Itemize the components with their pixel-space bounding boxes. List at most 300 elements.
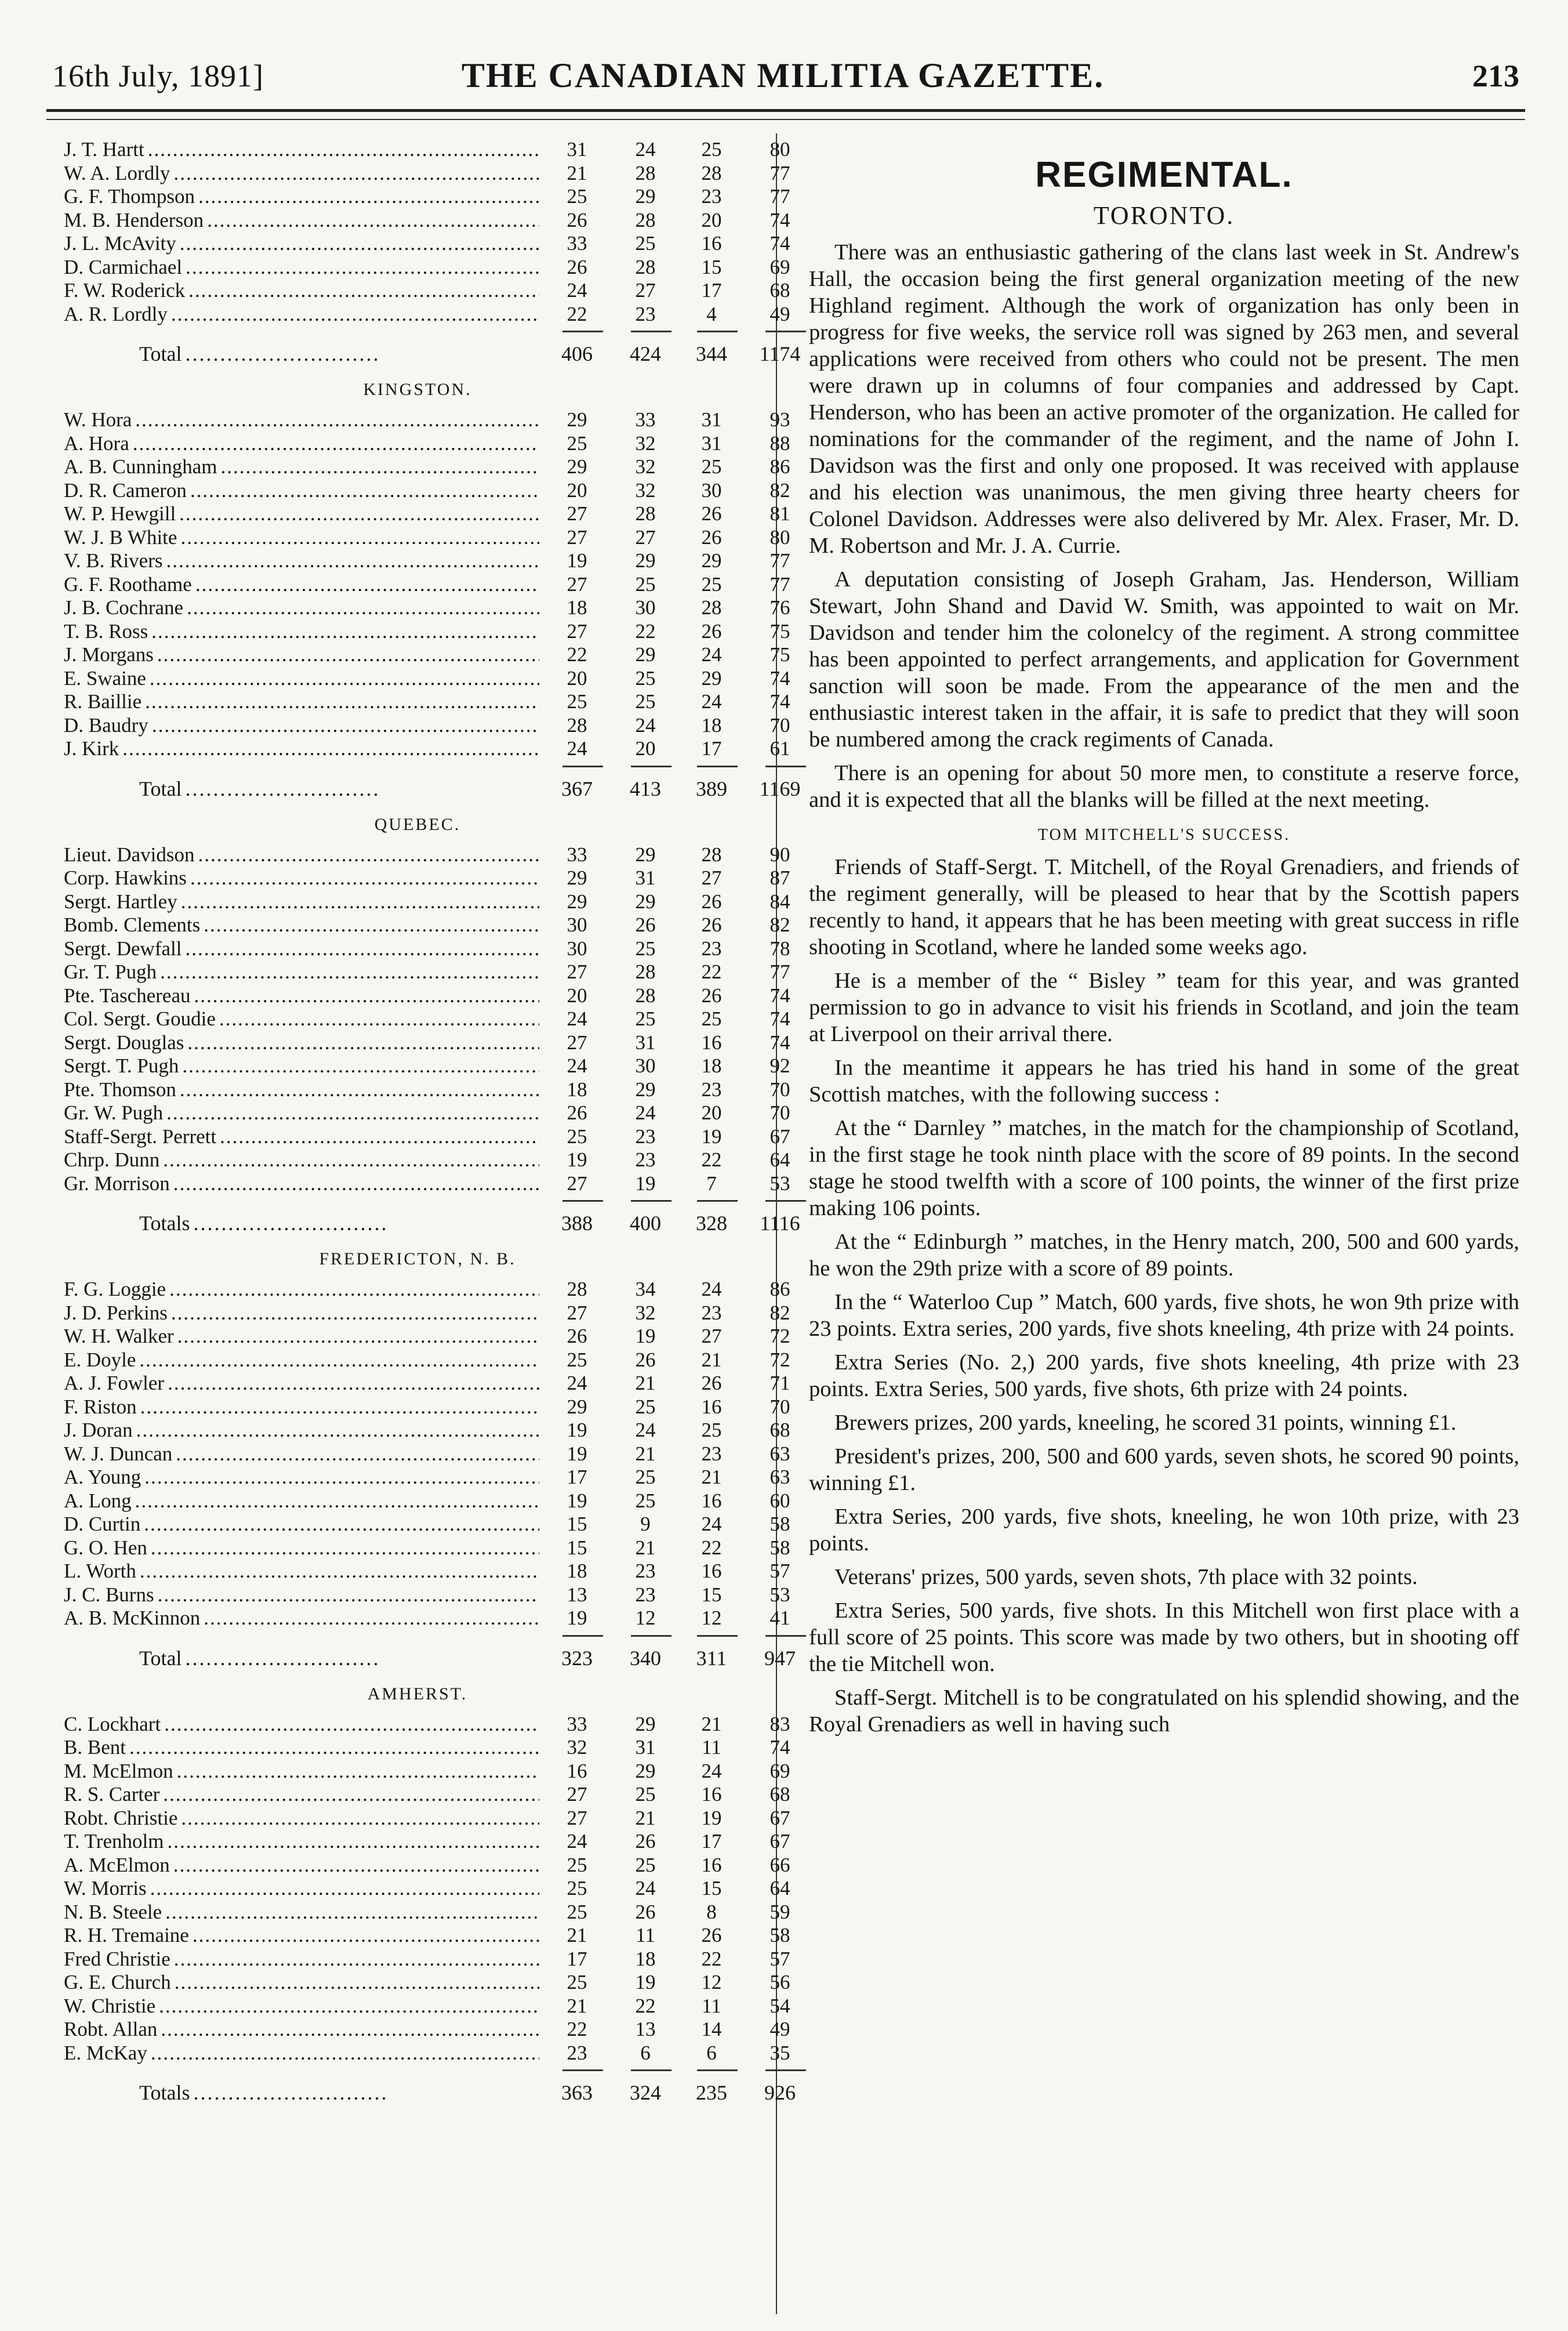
competitor-name: E. Swaine ..... bbox=[64, 667, 539, 690]
competitor-name: A. Young ..... bbox=[64, 1466, 539, 1489]
competitor-name: G. O. Hen ..... bbox=[64, 1536, 539, 1560]
score-row bbox=[64, 1172, 790, 1196]
range-score: 21 bbox=[701, 1348, 722, 1371]
range-score: 25 bbox=[635, 1395, 656, 1418]
issue-date: 16th July, 1891] bbox=[52, 59, 264, 93]
total-score: 63 bbox=[770, 1466, 790, 1488]
score-row bbox=[64, 1513, 790, 1536]
section-total: 400 bbox=[630, 1212, 661, 1235]
range-score: 27 bbox=[567, 1031, 587, 1054]
total-score: 82 bbox=[770, 913, 790, 936]
total-score: 74 bbox=[770, 1736, 790, 1759]
total-label: Totals ..... bbox=[139, 2075, 388, 2110]
range-score: 24 bbox=[567, 1830, 587, 1853]
total-row bbox=[64, 1206, 800, 1241]
range-score: 32 bbox=[635, 478, 656, 502]
total-score: 67 bbox=[770, 1830, 790, 1853]
total-score: 63 bbox=[770, 1442, 790, 1465]
score-tables bbox=[64, 138, 801, 2110]
total-score: 49 bbox=[770, 2018, 790, 2040]
total-score: 69 bbox=[770, 1759, 790, 1782]
range-score: 25 bbox=[701, 455, 722, 478]
section-total: 1174 bbox=[759, 342, 801, 365]
range-score: 23 bbox=[567, 2041, 587, 2064]
range-score: 26 bbox=[701, 525, 722, 549]
score-row bbox=[64, 408, 790, 432]
range-score: 33 bbox=[635, 408, 656, 431]
range-score: 25 bbox=[567, 1853, 587, 1876]
range-score: 29 bbox=[635, 1712, 656, 1735]
total-score: 68 bbox=[770, 279, 790, 302]
score-row bbox=[64, 867, 790, 890]
score-row bbox=[64, 1759, 790, 1783]
range-score: 19 bbox=[635, 1325, 656, 1347]
range-score: 33 bbox=[567, 1712, 587, 1735]
range-score: 26 bbox=[701, 502, 722, 525]
total-score: 61 bbox=[770, 737, 790, 760]
total-label: Total ..... bbox=[139, 771, 380, 806]
range-score: 28 bbox=[635, 502, 656, 525]
range-score: 24 bbox=[701, 1759, 722, 1782]
competitor-name: M. B. Henderson ..... bbox=[64, 209, 539, 232]
competitor-name: D. Carmichael ..... bbox=[64, 256, 539, 279]
article-paragraph: President's prizes, 200, 500 and 600 yards, seven shots, he scored 90 points, winning £1. bbox=[809, 1444, 1519, 1495]
score-row bbox=[64, 1078, 790, 1102]
score-row bbox=[64, 255, 790, 280]
total-score: 70 bbox=[770, 1395, 790, 1418]
range-score: 25 bbox=[567, 185, 587, 208]
total-label: Total ..... bbox=[139, 1641, 380, 1676]
section-total: 1169 bbox=[759, 777, 801, 800]
competitor-name: Gr. Morrison ..... bbox=[64, 1172, 539, 1195]
score-row bbox=[64, 1736, 790, 1760]
section-heading: QUEBEC. bbox=[374, 814, 461, 834]
range-score: 32 bbox=[635, 455, 656, 478]
article-title: REGIMENTAL. bbox=[1035, 155, 1293, 195]
range-score: 28 bbox=[701, 596, 722, 619]
range-score: 29 bbox=[635, 1759, 656, 1782]
range-score: 27 bbox=[567, 1783, 587, 1806]
range-score: 25 bbox=[635, 1007, 656, 1030]
total-score: 70 bbox=[770, 1101, 790, 1124]
competitor-name: Gr. T. Pugh ..... bbox=[64, 960, 539, 984]
range-score: 6 bbox=[640, 2041, 651, 2064]
range-score: 30 bbox=[567, 937, 587, 960]
competitor-name: G. E. Church ..... bbox=[64, 1971, 539, 1994]
competitor-name: B. Bent ..... bbox=[64, 1736, 539, 1759]
competitor-name: A. Hora ..... bbox=[64, 432, 539, 455]
range-score: 31 bbox=[635, 1031, 656, 1054]
competitor-name: V. B. Rivers ..... bbox=[64, 549, 539, 572]
total-score: 35 bbox=[770, 2041, 790, 2064]
article-paragraph: Extra Series, 500 yards, five shots. In this Mitchell won first place with a full score of 25 points. This score was made by two others, but in shooting off the tie Mitchell won. bbox=[809, 1598, 1519, 1676]
page-number: 213 bbox=[1472, 59, 1519, 93]
range-score: 22 bbox=[567, 643, 587, 666]
competitor-name: W. H. Walker ..... bbox=[64, 1325, 539, 1348]
range-score: 15 bbox=[567, 1513, 587, 1535]
range-score: 27 bbox=[567, 1806, 587, 1829]
range-score: 23 bbox=[635, 1560, 656, 1582]
competitor-name: W. Morris ..... bbox=[64, 1877, 539, 1900]
competitor-name: L. Worth ..... bbox=[64, 1560, 539, 1583]
competitor-name: J. B. Cochrane ..... bbox=[64, 596, 539, 619]
score-row bbox=[64, 572, 790, 597]
competitor-name: Gr. W. Pugh ..... bbox=[64, 1101, 539, 1125]
range-score: 9 bbox=[640, 1513, 651, 1535]
score-row bbox=[64, 984, 790, 1008]
range-score: 27 bbox=[567, 1172, 587, 1195]
competitor-name: D. R. Cameron ..... bbox=[64, 479, 539, 502]
total-score: 77 bbox=[770, 960, 790, 983]
range-score: 16 bbox=[567, 1759, 587, 1782]
competitor-name: T. Trenholm ..... bbox=[64, 1830, 539, 1853]
range-score: 6 bbox=[706, 2041, 717, 2064]
range-score: 29 bbox=[701, 549, 722, 572]
sum-rule bbox=[64, 761, 771, 771]
range-score: 28 bbox=[635, 960, 656, 983]
section-heading: FREDERICTON, N. B. bbox=[319, 1249, 516, 1268]
range-score: 19 bbox=[701, 1125, 722, 1148]
total-score: 74 bbox=[770, 1007, 790, 1030]
article-paragraph: In the “ Waterloo Cup ” Match, 600 yards, five shots, he won 9th prize with 23 points. Extra series, 200 yards, five shots kneeling, 4th prize with 24 points. bbox=[809, 1290, 1519, 1341]
competitor-name: J. T. Hartt ..... bbox=[64, 138, 539, 161]
range-score: 12 bbox=[701, 1607, 722, 1629]
total-score: 77 bbox=[770, 572, 790, 596]
article-subtitle: TORONTO. bbox=[1093, 201, 1235, 230]
range-score: 21 bbox=[701, 1712, 722, 1735]
range-score: 25 bbox=[635, 1783, 656, 1806]
range-score: 32 bbox=[567, 1736, 587, 1759]
score-row bbox=[64, 1301, 790, 1325]
section-total: 363 bbox=[561, 2081, 593, 2104]
range-score: 24 bbox=[635, 138, 656, 161]
section-total: 340 bbox=[630, 1646, 661, 1670]
range-score: 25 bbox=[567, 1125, 587, 1148]
range-score: 29 bbox=[567, 1395, 587, 1418]
total-row bbox=[64, 771, 801, 806]
range-score: 25 bbox=[701, 1419, 722, 1441]
score-row bbox=[64, 1853, 790, 1877]
range-score: 27 bbox=[567, 960, 587, 983]
total-score: 82 bbox=[770, 478, 790, 502]
competitor-name: D. Curtin ..... bbox=[64, 1513, 539, 1536]
competitor-name: T. B. Ross ..... bbox=[64, 620, 539, 643]
score-row bbox=[64, 1830, 790, 1854]
total-score: 75 bbox=[770, 643, 790, 666]
competitor-name: W. A. Lordly ..... bbox=[64, 162, 539, 185]
section-total: 367 bbox=[561, 777, 593, 800]
range-score: 27 bbox=[701, 867, 722, 889]
competitor-name: F. W. Roderick ..... bbox=[64, 279, 539, 302]
competitor-name: W. J. Duncan ..... bbox=[64, 1442, 539, 1466]
sum-rule bbox=[64, 326, 771, 336]
range-score: 30 bbox=[701, 478, 722, 502]
range-score: 29 bbox=[635, 1078, 656, 1101]
section-total: 413 bbox=[630, 777, 661, 800]
total-score: 80 bbox=[770, 138, 790, 161]
score-row bbox=[64, 1054, 790, 1078]
score-row bbox=[64, 619, 790, 644]
score-row bbox=[64, 549, 790, 573]
score-row bbox=[64, 1924, 790, 1948]
competitor-name: Sergt. T. Pugh ..... bbox=[64, 1054, 539, 1078]
range-score: 22 bbox=[567, 2018, 587, 2040]
score-row bbox=[64, 1583, 790, 1607]
score-row bbox=[64, 1348, 790, 1372]
total-score: 81 bbox=[770, 502, 790, 525]
score-row bbox=[64, 1536, 790, 1560]
score-row bbox=[64, 737, 790, 761]
sum-rule bbox=[64, 2065, 771, 2075]
total-score: 64 bbox=[770, 1148, 790, 1171]
score-row bbox=[64, 1712, 790, 1737]
range-score: 33 bbox=[567, 232, 587, 255]
range-score: 21 bbox=[635, 1536, 656, 1559]
total-score: 54 bbox=[770, 1994, 790, 2017]
range-score: 24 bbox=[635, 1419, 656, 1441]
range-score: 23 bbox=[701, 1442, 722, 1465]
range-score: 25 bbox=[701, 138, 722, 161]
competitor-name: Corp. Hawkins ..... bbox=[64, 867, 539, 890]
range-score: 19 bbox=[567, 1419, 587, 1441]
total-score: 74 bbox=[770, 232, 790, 255]
range-score: 16 bbox=[701, 1560, 722, 1582]
range-score: 20 bbox=[567, 666, 587, 690]
range-score: 4 bbox=[706, 302, 717, 325]
score-row bbox=[64, 302, 790, 327]
range-score: 15 bbox=[701, 255, 722, 278]
competitor-name: Sergt. Douglas ..... bbox=[64, 1031, 539, 1054]
range-score: 25 bbox=[567, 432, 587, 455]
range-score: 18 bbox=[567, 1560, 587, 1582]
competitor-name: A. B. McKinnon ..... bbox=[64, 1607, 539, 1630]
range-score: 11 bbox=[636, 1924, 655, 1946]
article-paragraph: At the “ Edinburgh ” matches, in the Henry match, 200, 500 and 600 yards, he won the 29th prize with a score of 89 points. bbox=[809, 1230, 1519, 1281]
score-row bbox=[64, 525, 790, 550]
range-score: 29 bbox=[635, 890, 656, 913]
score-row bbox=[64, 138, 790, 162]
range-score: 16 bbox=[701, 1031, 722, 1054]
range-score: 25 bbox=[635, 1853, 656, 1876]
total-row bbox=[64, 1641, 796, 1676]
range-score: 30 bbox=[567, 913, 587, 936]
section-total: 926 bbox=[764, 2081, 796, 2104]
article-paragraph: Brewers prizes, 200 yards, kneeling, he scored 31 points, winning £1. bbox=[834, 1411, 1457, 1435]
range-score: 23 bbox=[701, 185, 722, 208]
competitor-name: W. Christie ..... bbox=[64, 1995, 539, 2018]
section-total: 235 bbox=[696, 2081, 727, 2104]
range-score: 24 bbox=[567, 1007, 587, 1030]
range-score: 28 bbox=[701, 843, 722, 866]
range-score: 25 bbox=[701, 572, 722, 596]
range-score: 28 bbox=[635, 255, 656, 278]
range-score: 25 bbox=[635, 1489, 656, 1512]
competitor-name: J. C. Burns ..... bbox=[64, 1583, 539, 1607]
range-score: 27 bbox=[635, 525, 656, 549]
score-row bbox=[64, 1101, 790, 1125]
range-score: 26 bbox=[635, 1900, 656, 1923]
range-score: 22 bbox=[567, 302, 587, 325]
competitor-name: E. Doyle ..... bbox=[64, 1348, 539, 1372]
score-row bbox=[64, 596, 790, 620]
score-row bbox=[64, 1947, 790, 1971]
score-row bbox=[64, 1489, 790, 1513]
header-rule-thin bbox=[46, 119, 1525, 120]
range-score: 31 bbox=[567, 138, 587, 161]
range-score: 19 bbox=[567, 1489, 587, 1512]
article-paragraph: There is an opening for about 50 more men, to constitute a reserve force, and it is expected that all the blanks will be filled at the next meeting. bbox=[809, 761, 1519, 812]
total-score: 82 bbox=[770, 1301, 790, 1324]
range-score: 16 bbox=[701, 1853, 722, 1876]
score-row bbox=[64, 1372, 790, 1395]
range-score: 19 bbox=[635, 1172, 656, 1195]
total-score: 74 bbox=[770, 1031, 790, 1054]
range-score: 27 bbox=[701, 1325, 722, 1347]
range-score: 18 bbox=[635, 1947, 656, 1970]
range-score: 24 bbox=[701, 690, 722, 713]
section-heading: AMHERST. bbox=[367, 1684, 468, 1703]
total-score: 58 bbox=[770, 1536, 790, 1559]
range-score: 23 bbox=[635, 1148, 656, 1171]
section-heading: KINGSTON. bbox=[363, 380, 472, 399]
range-score: 25 bbox=[701, 1007, 722, 1030]
competitor-name: A. J. Fowler ..... bbox=[64, 1372, 539, 1395]
total-score: 74 bbox=[770, 666, 790, 690]
section-total: 947 bbox=[764, 1646, 796, 1670]
score-row bbox=[64, 690, 790, 714]
section-total: 344 bbox=[696, 342, 727, 365]
sum-rule bbox=[64, 1195, 771, 1206]
range-score: 19 bbox=[567, 1442, 587, 1465]
score-row bbox=[64, 1806, 790, 1830]
score-row bbox=[64, 1560, 790, 1583]
range-score: 25 bbox=[567, 690, 587, 713]
total-score: 80 bbox=[770, 525, 790, 549]
range-score: 26 bbox=[701, 1372, 722, 1394]
range-score: 25 bbox=[635, 1466, 656, 1488]
section-total: 388 bbox=[561, 1212, 593, 1235]
competitor-name: A. B. Cunningham ..... bbox=[64, 455, 539, 478]
range-score: 19 bbox=[701, 1806, 722, 1829]
total-score: 68 bbox=[770, 1783, 790, 1806]
range-score: 21 bbox=[635, 1806, 656, 1829]
score-row bbox=[64, 1125, 790, 1149]
total-row bbox=[64, 336, 801, 371]
range-score: 14 bbox=[701, 2018, 722, 2040]
range-score: 28 bbox=[635, 161, 656, 184]
section-total: 324 bbox=[630, 2081, 661, 2104]
section-total: 1116 bbox=[760, 1212, 800, 1235]
range-score: 18 bbox=[701, 713, 722, 737]
range-score: 16 bbox=[701, 232, 722, 255]
competitor-name: M. McElmon ..... bbox=[64, 1760, 539, 1783]
competitor-name: E. McKay ..... bbox=[64, 2042, 539, 2065]
total-score: 70 bbox=[770, 1078, 790, 1101]
score-row bbox=[64, 1278, 790, 1302]
article-paragraph: A deputation consisting of Joseph Graham, Jas. Henderson, William Stewart, John Shand and David W. Smith, was appointed to wait on Mr. Davidson and tender him the colonelcy of the regiment. A strong committee has been appointed to perfect arrangements, and application for Government sanction will soon be made. From the appearance of the men and the enthusiastic interest taken in the affair, it is safe to predict that they will soon be numbered among the crack regiments of Canada. bbox=[809, 567, 1519, 752]
competitor-name: C. Lockhart ..... bbox=[64, 1713, 539, 1736]
range-score: 20 bbox=[701, 208, 722, 231]
competitor-name: R. S. Carter ..... bbox=[64, 1783, 539, 1806]
total-score: 69 bbox=[770, 255, 790, 278]
range-score: 27 bbox=[567, 572, 587, 596]
article-paragraph: At the “ Darnley ” matches, in the match for the championship of Scotland, in the first stage he took ninth place with the score of 89 points. In the second stage he stood twelfth with a score of 100 points, the winner of the first prize making 106 points. bbox=[809, 1116, 1519, 1220]
competitor-name: G. F. Roothame ..... bbox=[64, 573, 539, 596]
range-score: 11 bbox=[702, 1994, 721, 2017]
score-row bbox=[64, 1031, 790, 1055]
range-score: 24 bbox=[635, 713, 656, 737]
range-score: 29 bbox=[635, 643, 656, 666]
competitor-name: G. F. Thompson ..... bbox=[64, 185, 539, 208]
range-score: 31 bbox=[635, 1736, 656, 1759]
range-score: 25 bbox=[635, 572, 656, 596]
range-score: 22 bbox=[701, 1536, 722, 1559]
range-score: 26 bbox=[701, 913, 722, 936]
total-score: 70 bbox=[770, 713, 790, 737]
score-row bbox=[64, 1148, 790, 1172]
competitor-name: W. J. B White ..... bbox=[64, 526, 539, 549]
total-score: 86 bbox=[770, 1278, 790, 1300]
range-score: 26 bbox=[567, 208, 587, 231]
competitor-name: Robt. Christie ..... bbox=[64, 1807, 539, 1830]
range-score: 19 bbox=[635, 1971, 656, 1993]
competitor-name: A. R. Lordly ..... bbox=[64, 303, 539, 326]
section-total: 424 bbox=[630, 342, 661, 365]
range-score: 31 bbox=[635, 867, 656, 889]
total-score: 77 bbox=[770, 549, 790, 572]
range-score: 24 bbox=[567, 1372, 587, 1394]
score-row bbox=[64, 643, 790, 667]
range-score: 12 bbox=[701, 1971, 722, 1993]
range-score: 8 bbox=[706, 1900, 717, 1923]
score-row bbox=[64, 890, 790, 914]
range-score: 31 bbox=[701, 432, 722, 455]
competitor-name: F. Riston ..... bbox=[64, 1395, 539, 1419]
range-score: 27 bbox=[567, 502, 587, 525]
range-score: 26 bbox=[635, 1348, 656, 1371]
score-row bbox=[64, 502, 790, 526]
competitor-name: J. Doran ..... bbox=[64, 1419, 539, 1442]
score-row bbox=[64, 1419, 790, 1442]
range-score: 21 bbox=[635, 1442, 656, 1465]
range-score: 20 bbox=[701, 1101, 722, 1124]
range-score: 15 bbox=[701, 1877, 722, 1899]
total-score: 58 bbox=[770, 1513, 790, 1535]
competitor-name: Bomb. Clements ..... bbox=[64, 913, 539, 937]
range-score: 16 bbox=[701, 1783, 722, 1806]
range-score: 16 bbox=[701, 1395, 722, 1418]
range-score: 24 bbox=[567, 737, 587, 760]
total-score: 57 bbox=[770, 1560, 790, 1582]
competitor-name: J. D. Perkins ..... bbox=[64, 1302, 539, 1325]
range-score: 26 bbox=[635, 1830, 656, 1853]
total-score: 74 bbox=[770, 690, 790, 713]
score-row bbox=[64, 1900, 790, 1924]
range-score: 29 bbox=[567, 867, 587, 889]
range-score: 23 bbox=[635, 1125, 656, 1148]
range-score: 29 bbox=[701, 666, 722, 690]
total-score: 64 bbox=[770, 1877, 790, 1899]
range-score: 17 bbox=[567, 1466, 587, 1488]
score-row bbox=[64, 666, 790, 691]
range-score: 29 bbox=[635, 549, 656, 572]
range-score: 28 bbox=[701, 161, 722, 184]
range-score: 30 bbox=[635, 596, 656, 619]
range-score: 23 bbox=[701, 937, 722, 960]
range-score: 22 bbox=[635, 1994, 656, 2017]
competitor-name: Chrp. Dunn ..... bbox=[64, 1148, 539, 1172]
competitor-name: Robt. Allan ..... bbox=[64, 2018, 539, 2041]
